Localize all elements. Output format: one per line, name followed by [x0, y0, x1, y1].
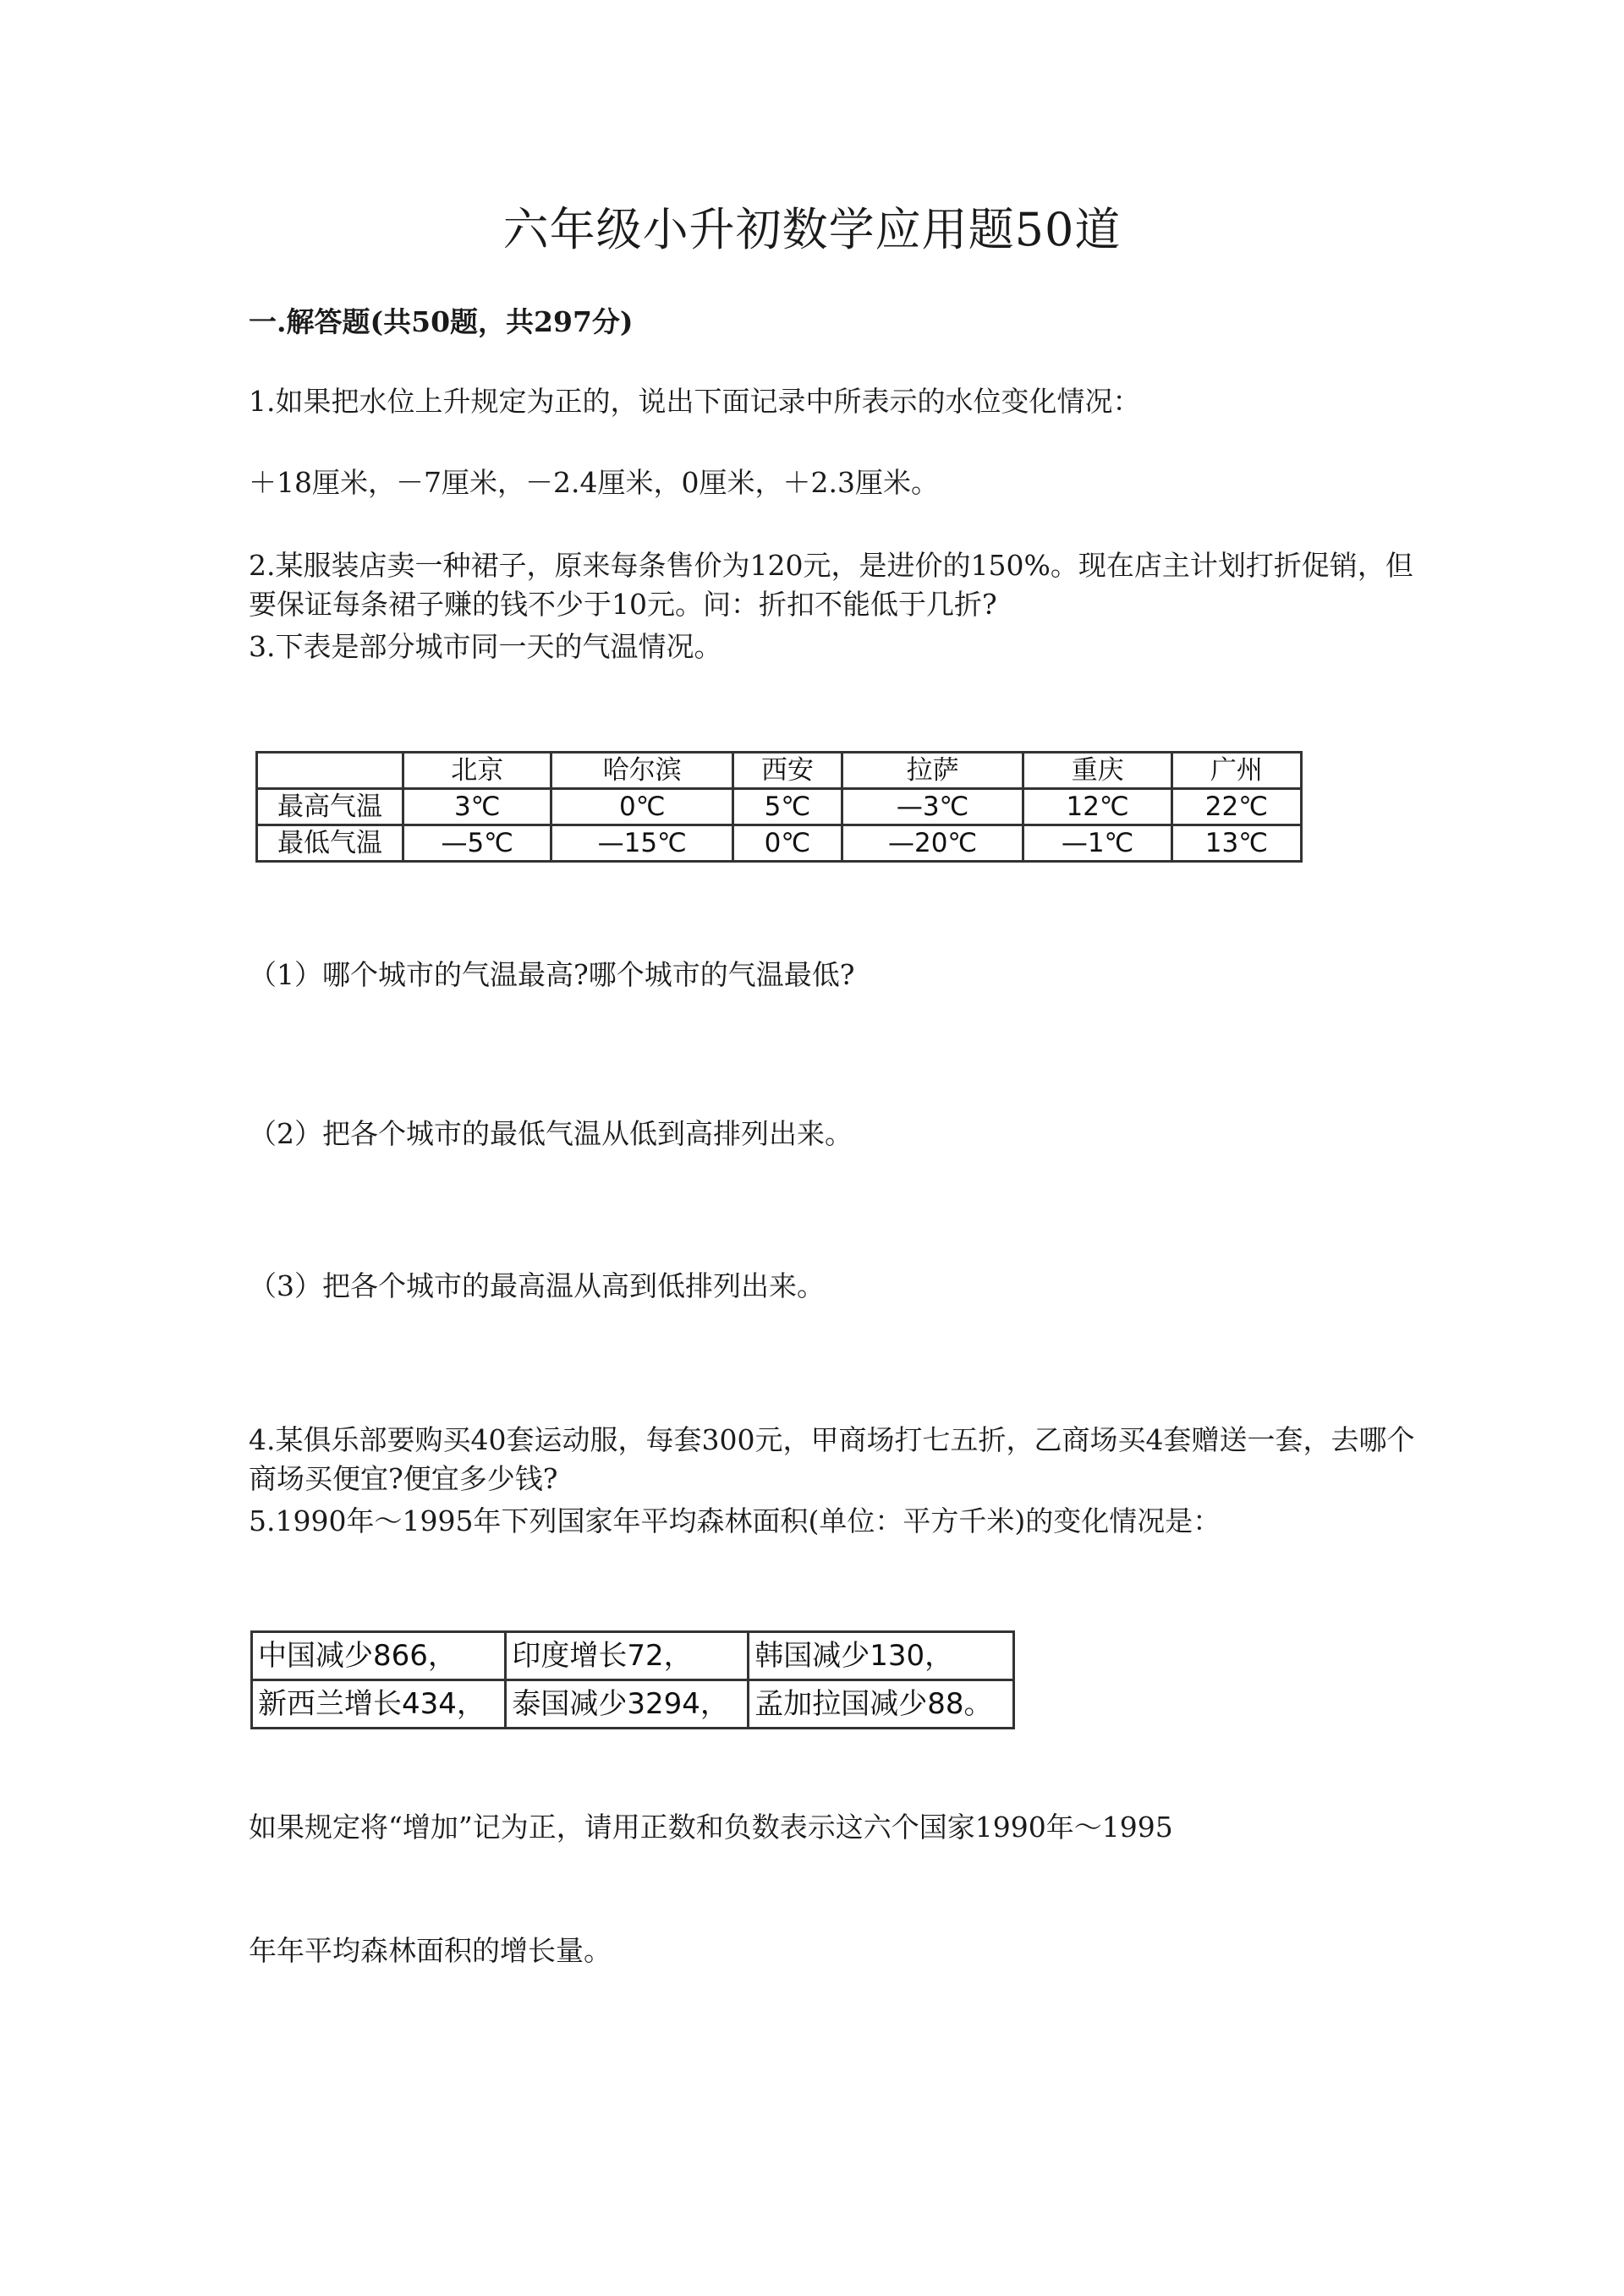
section-heading: 一.解答题(共50题，共297分) [249, 305, 634, 338]
question-5-text: 5.1990年～1995年下列国家年平均森林面积(单位：平方千米)的变化情况是： [249, 1504, 1221, 1537]
table-cell: 13℃ [1171, 825, 1301, 862]
table-cell: 北京 [403, 753, 551, 789]
table-cell: 印度增长72， [506, 1632, 749, 1680]
temperature-table [255, 751, 1303, 863]
table-row [252, 1632, 1014, 1680]
table-cell: —5℃ [403, 825, 551, 862]
table-cell: 3℃ [403, 789, 551, 825]
question-4-text: 4.某俱乐部要购买40套运动服，每套300元，甲商场打七五折，乙商场买4套赠送一套，去哪个商场买便宜?便宜多少钱? [249, 1423, 1415, 1495]
table-row [257, 789, 1302, 825]
table-cell: 0℃ [733, 825, 842, 862]
page-title: 六年级小升初数学应用题50道 [502, 203, 1122, 256]
question-3-sub-1: （1）哪个城市的气温最高?哪个城市的气温最低? [249, 958, 855, 991]
table-cell: 韩国减少130， [749, 1632, 1014, 1680]
table-cell: 重庆 [1023, 753, 1171, 789]
table-cell [257, 753, 403, 789]
table-cell: 广州 [1171, 753, 1301, 789]
table-cell: —15℃ [551, 825, 733, 862]
question-2-text: 2.某服装店卖一种裙子，原来每条售价为120元，是进价的150%。现在店主计划打折促销，但要保证每条裙子赚的钱不少于10元。问：折扣不能低于几折? [249, 549, 1413, 621]
question-3-sub-2: （2）把各个城市的最低气温从低到高排列出来。 [249, 1117, 853, 1150]
table-cell: 孟加拉国减少88。 [749, 1680, 1014, 1729]
table-cell: 新西兰增长434， [252, 1680, 506, 1729]
table-cell: 最高气温 [257, 789, 403, 825]
table-cell: 哈尔滨 [551, 753, 733, 789]
table-cell: 西安 [733, 753, 842, 789]
forest-table [250, 1630, 1015, 1729]
table-cell: 泰国减少3294， [506, 1680, 749, 1729]
table-cell: —1℃ [1023, 825, 1171, 862]
question-5-line-1: 如果规定将“增加”记为正，请用正数和负数表示这六个国家1990年～1995 [249, 1811, 1173, 1844]
table-cell: 最低气温 [257, 825, 403, 862]
table-cell: 22℃ [1171, 789, 1301, 825]
table-cell: 5℃ [733, 789, 842, 825]
table-cell: —20℃ [842, 825, 1023, 862]
table-cell: 12℃ [1023, 789, 1171, 825]
table-cell: 拉萨 [842, 753, 1023, 789]
question-1-text: 1.如果把水位上升规定为正的，说出下面记录中所表示的水位变化情况： [249, 385, 1141, 418]
table-cell: —3℃ [842, 789, 1023, 825]
question-5-line-2: 年年平均森林面积的增长量。 [249, 1934, 612, 1967]
table-cell: 0℃ [551, 789, 733, 825]
question-3-text: 3.下表是部分城市同一天的气温情况。 [249, 630, 722, 663]
table-row [252, 1680, 1014, 1729]
table-header-row [257, 753, 1302, 789]
question-1-values: ＋18厘米，－7厘米，－2.4厘米，0厘米，＋2.3厘米。 [249, 466, 939, 499]
table-cell: 中国减少866， [252, 1632, 506, 1680]
table-row [257, 825, 1302, 862]
question-3-sub-3: （3）把各个城市的最高温从高到低排列出来。 [249, 1269, 825, 1302]
